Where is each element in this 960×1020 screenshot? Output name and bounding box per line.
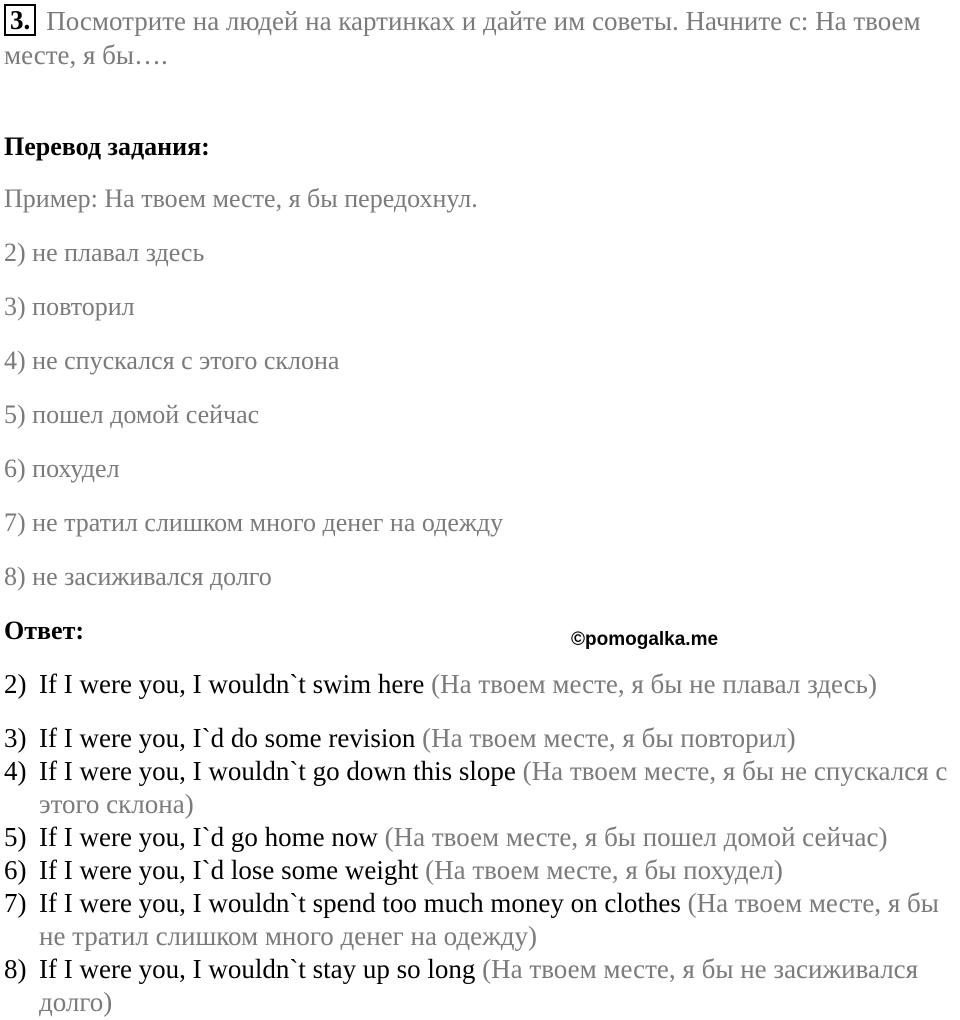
answer-item: [4, 755, 960, 821]
translation-item: 6) похудел: [4, 454, 120, 483]
answer-number: 2): [4, 669, 27, 699]
answer-english: If I were you, I`d do some revision: [39, 723, 416, 753]
answer-russian: (На твоем месте, я бы не спускался с этого склона): [39, 756, 948, 819]
answer-english: If I were you, I wouldn`t swim here: [39, 669, 425, 699]
answer-russian: (На твоем месте, я бы повторил): [422, 723, 796, 753]
answer-number: 6): [4, 855, 27, 885]
answer-number: 8): [4, 954, 27, 984]
answer-russian: (На твоем месте, я бы не плавал здесь): [431, 669, 877, 699]
answer-english: If I were you, I wouldn`t stay up so long: [39, 954, 476, 984]
watermark-text: ©pomogalka.me: [571, 629, 719, 650]
translation-example: Пример: На твоем месте, я бы передохнул.: [4, 184, 478, 213]
answer-item: [4, 668, 960, 701]
translation-item: 8) не засиживался долго: [4, 562, 272, 591]
answer-russian: (На твоем месте, я бы пошел домой сейчас): [384, 822, 888, 852]
answer-number: 3): [4, 723, 27, 753]
answer-item: [4, 821, 960, 854]
task-number-badge: 3.: [4, 4, 36, 36]
answer-russian: (На твоем месте, я бы похудел): [425, 855, 783, 885]
translation-item: 4) не спускался с этого склона: [4, 346, 340, 375]
answer-item: [4, 854, 960, 887]
answer-english: If I were you, I`d go home now: [39, 822, 378, 852]
translation-item: 3) повторил: [4, 292, 135, 321]
answer-english: If I were you, I`d lose some weight: [39, 855, 419, 885]
answer-item: [4, 722, 960, 755]
translation-heading: Перевод задания:: [4, 132, 210, 161]
answer-russian: (На твоем месте, я бы не тратил слишком много денег на одежду): [39, 888, 939, 951]
translation-item: 2) не плавал здесь: [4, 238, 205, 267]
task-instruction-text: Посмотрите на людей на картинках и дайте им советы. Начните с: На твоем месте, я бы….: [4, 6, 921, 70]
answer-heading: Ответ:: [4, 616, 85, 645]
answer-english: If I were you, I wouldn`t go down this slope: [39, 756, 516, 786]
answer-number: 5): [4, 822, 27, 852]
answer-russian: (На твоем месте, я бы не засиживался долго): [39, 954, 919, 1017]
task-instruction: [4, 4, 944, 72]
answer-number: 4): [4, 756, 27, 786]
answer-item: [4, 953, 960, 1019]
answer-english: If I were you, I wouldn`t spend too much money on clothes: [39, 888, 681, 918]
translation-item: 5) пошел домой сейчас: [4, 400, 260, 429]
answer-number: 7): [4, 888, 27, 918]
translation-item: 7) не тратил слишком много денег на одежду: [4, 508, 504, 537]
answer-item: [4, 887, 960, 953]
